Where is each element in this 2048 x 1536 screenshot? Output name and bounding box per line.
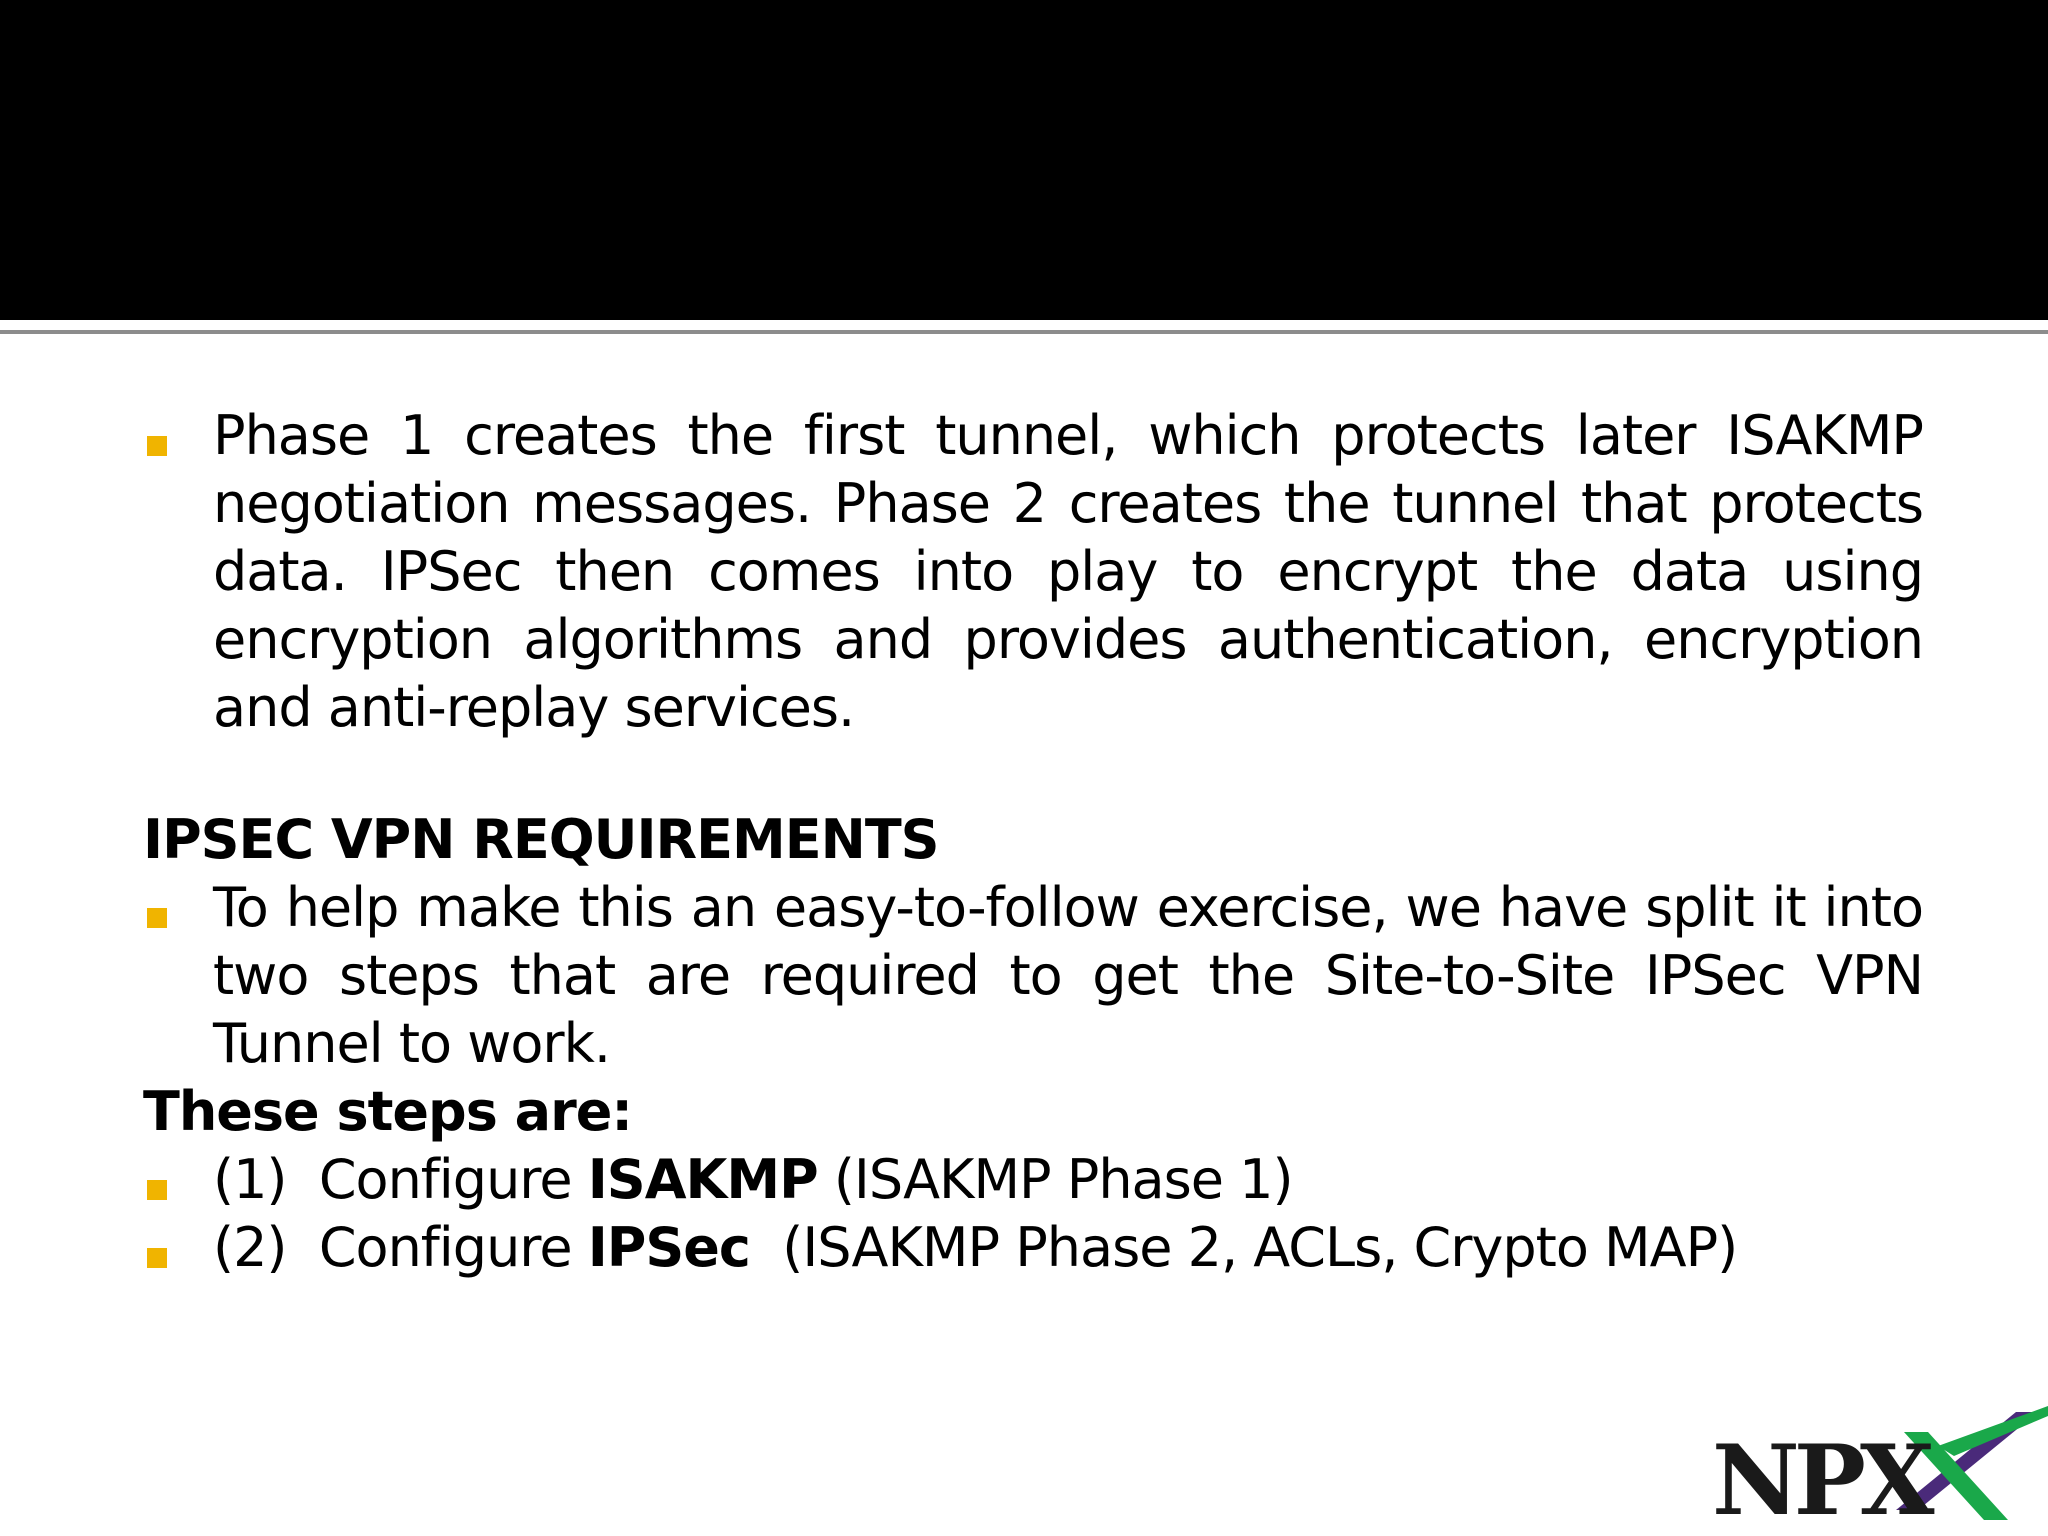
step-keyword: IPSec bbox=[587, 1216, 750, 1279]
bullet-square-icon bbox=[147, 908, 167, 928]
section-heading: IPSEC VPN REQUIREMENTS bbox=[143, 808, 939, 871]
bullet-phase-text: Phase 1 creates the first tunnel, which protects later ISAKMP negotiation messages. Phase 2 creates the tunnel that protects data. IPSec then comes into play to encrypt the data using encryption algorithms and provides authentication, encryption and anti-replay services. bbox=[213, 404, 1923, 739]
step-keyword: ISAKMP bbox=[587, 1148, 818, 1211]
bullet-exercise-text: To help make this an easy-to-follow exercise, we have split it into two steps that are required to get the Site-to-Site IPSec VPN Tunnel to work. bbox=[213, 876, 1923, 1075]
bullet-square-icon bbox=[147, 436, 167, 456]
step-prefix: (1) Configure bbox=[213, 1148, 588, 1211]
step-item bbox=[143, 1146, 1923, 1214]
npx-logo bbox=[1708, 1402, 2048, 1536]
step-suffix: (ISAKMP Phase 2, ACLs, Crypto MAP) bbox=[749, 1216, 1738, 1279]
step-prefix: (2) Configure bbox=[213, 1216, 588, 1279]
bullet-square-icon bbox=[147, 1180, 167, 1200]
bullet-exercise-description bbox=[143, 874, 1923, 1078]
bullet-phase-description bbox=[143, 402, 1923, 742]
header-divider bbox=[0, 330, 2048, 334]
logo-text: NPX bbox=[1712, 1424, 1929, 1536]
slide-content bbox=[143, 402, 1923, 1282]
header-bar bbox=[0, 0, 2048, 320]
bullet-square-icon bbox=[147, 1248, 167, 1268]
step-suffix: (ISAKMP Phase 1) bbox=[817, 1148, 1293, 1211]
step-item bbox=[143, 1214, 1923, 1282]
steps-label: These steps are: bbox=[143, 1080, 632, 1143]
